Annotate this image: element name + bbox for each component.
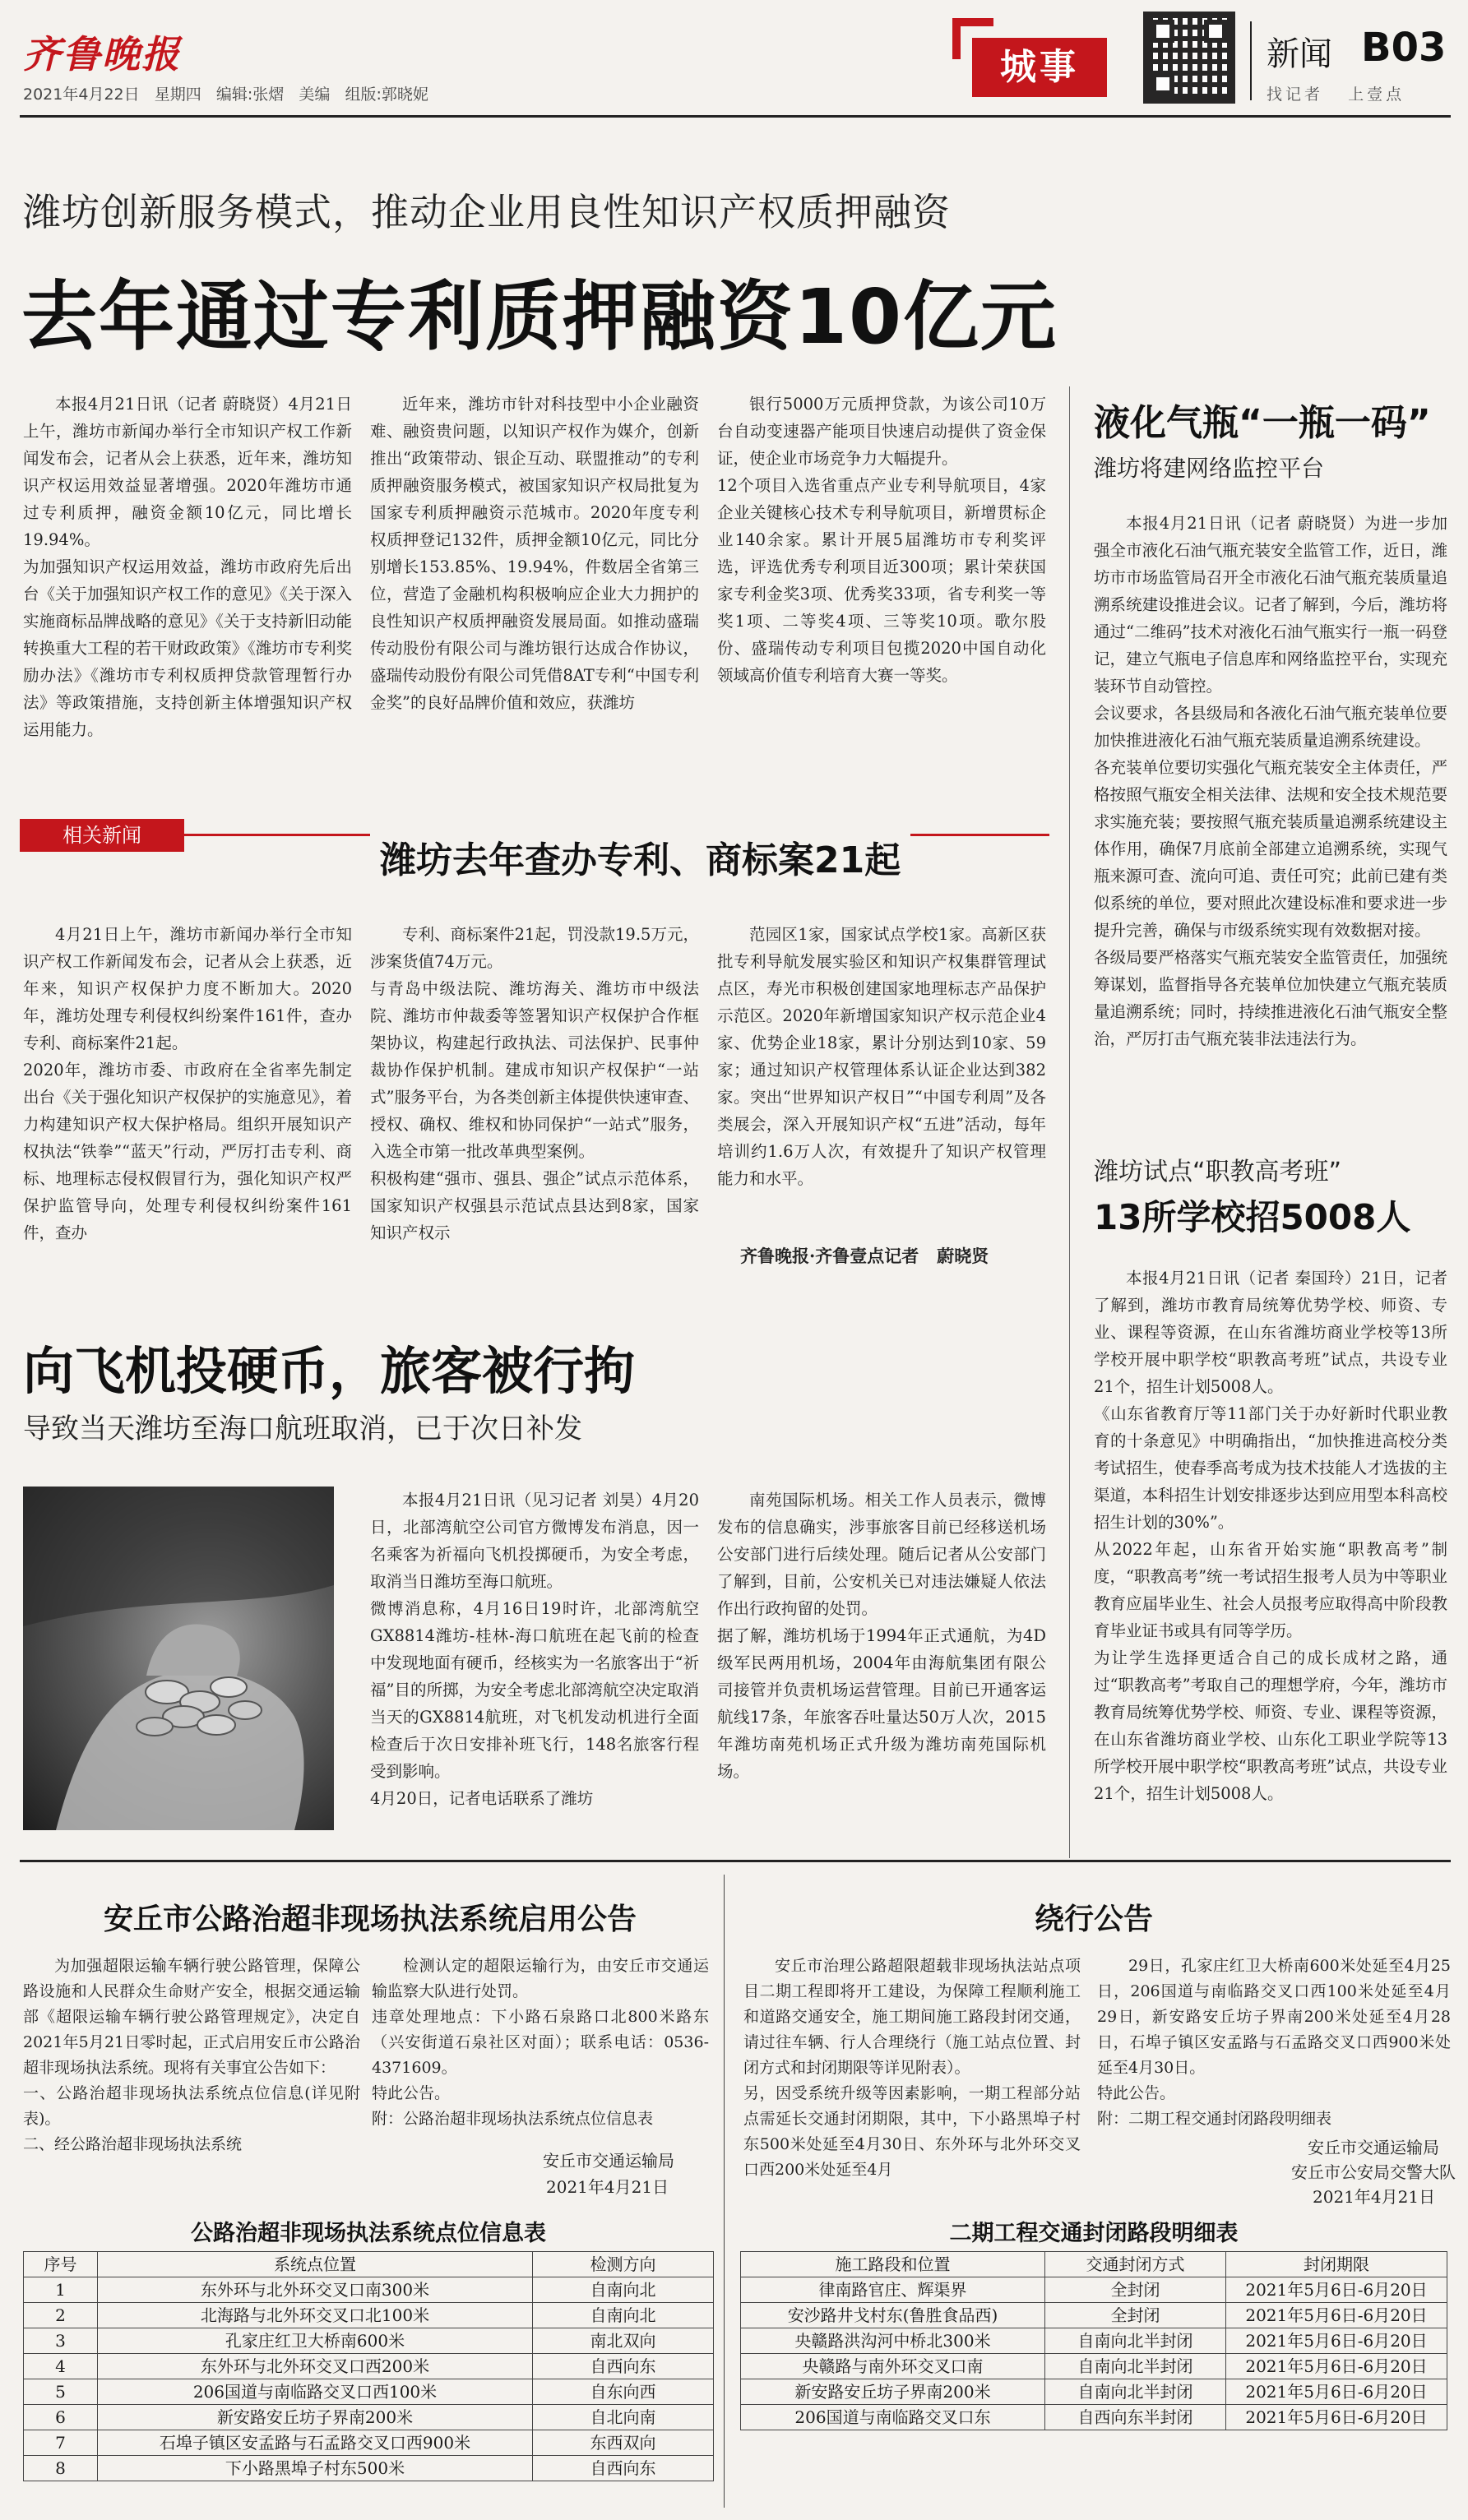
table-cell: 2021年5月6日-6月20日 <box>1226 2405 1447 2430</box>
table-cell: 5 <box>24 2379 98 2405</box>
related-headline: 潍坊去年查办专利、商标案21起 <box>370 830 910 883</box>
table-cell: 全封闭 <box>1045 2277 1226 2303</box>
table-cell: 2 <box>24 2303 98 2328</box>
table-cell: 自南向北半封闭 <box>1045 2328 1226 2354</box>
col-header: 序号 <box>24 2252 98 2277</box>
paper-logo: 齐鲁晚报 <box>23 32 181 76</box>
table-cell: 自南向北 <box>533 2303 714 2328</box>
notice1-table-title: 公路治超非现场执法系统点位信息表 <box>191 2221 546 2246</box>
vocational-body: 本报4月21日讯（记者 秦国玲）21日，记者了解到，潍坊市教育局统筹优势学校、师资、专业、课程等资源，在山东省潍坊商业学校等13所学校开展中职学校“职教高考班”试点，共设专业21个，招生计划5008人。 《山东省教育厅等11部门关于办好新时代职业教育的十条意见》中明确指出，“加快推进高校分类考试招生，使春季高考成为技术技能人才选拔的主渠道，本科招生计划安排逐步达到应用型本科高校招生计划的30%”。 从2022年起，山东省开始实施“职教高考”制度，“职教高考”统一考试招生报考人员为中等职业教育应届毕业生、社会人员报考应取得高中阶段教育毕业证书或具有同等学历。 为让学生选择更适合自己的成长成材之路，通过“职教高考”考取自己的理想学府，今年，潍坊市教育局统筹优势学校、师资、专业、课程等资源，在山东省潍坊商业学校、山东化工职业学院等13所学校开展中职学校“职教高考班”试点，共设专业21个，招生计划5008人。 <box>1094 1269 1447 1803</box>
table-row <box>24 2405 714 2430</box>
table-cell: 2021年5月6日-6月20日 <box>1226 2328 1447 2354</box>
notice1-col-2: 检测认定的超限运输行为，由安丘市交通运输监察大队进行处罚。 违章处理地点：下小路石泉路口北800米路东（兴安街道石泉社区对面）；联系电话：0536-4371609。 特此公告。 附：公路治超非现场执法系统点位信息表 <box>372 1957 709 2128</box>
notice2-sign-org-1: 安丘市交通运输局 <box>1308 2138 1439 2157</box>
section-box <box>952 18 1122 107</box>
table-cell: 北海路与北外环交叉口北100米 <box>98 2303 533 2328</box>
lead-col-2: 近年来，潍坊市针对科技型中小企业融资难、融资贵问题，以知识产权作为媒介，创新推出“政策带动、银企互动、联盟推动”的专利质押融资服务模式，被国家知识产权局批复为国家专利质押融资示范城市。2020年度专利权质押登记132件，质押金额10亿元，同比分别增长153.85%、19.94%，件数居全省第三位，营造了金融机构积极响应企业大力拥护的良性知识产权质押融资发展局面。如推动盛瑞传动股份有限公司与潍坊银行达成合作协议，盛瑞传动股份有限公司凭借8AT专利“中国专利金奖”的良好品牌价值和效应，获潍坊 <box>370 395 699 712</box>
table-cell: 新安路安丘坊子界南200米 <box>98 2405 533 2430</box>
news-label: 新闻 <box>1267 35 1332 73</box>
notice1-headline: 安丘市公路治超非现场执法系统启用公告 <box>103 1903 637 1936</box>
table-row <box>24 2379 714 2405</box>
plane-subhead: 导致当天潍坊至海口航班取消，已于次日补发 <box>23 1413 582 1445</box>
related-label: 相关新闻 <box>20 819 184 852</box>
lead-col-3: 银行5000万元质押贷款，为该公司10万台自动变速器产能项目快速启动提供了资金保证，使企业市场竞争力大幅提升。 12个项目入选省重点产业专利导航项目，4家企业关键核心技术专利导航项目，新增贯标企业140余家。累计开展5届潍坊市专利奖评选，评选优秀专利项目近300项；累计荣获国家专利金奖3项、优秀奖33项，省专利奖一等奖1项、二等奖4项、三等奖10项。歌尔股份、盛瑞传动专利项目包揽2020中国自动化领域高价值专利培育大赛一等奖。 <box>717 395 1046 685</box>
table-row <box>741 2303 1447 2328</box>
qr-code-icon <box>1143 12 1235 104</box>
table-row <box>24 2277 714 2303</box>
lead-col-1: 本报4月21日讯（记者 蔚晓贤）4月21日上午，潍坊市新闻办举行全市知识产权工作新闻发布会，记者从会上获悉，近年来，潍坊知识产权运用效益显著增强。2020年潍坊市通过专利质押，融资金额10亿元，同比增长19.94%。 为加强知识产权运用效益，潍坊市政府先后出台《关于加强知识产权工作的意见》《关于深入实施商标品牌战略的意见》《关于支持新旧动能转换重大工程的若干财政政策》《潍坊市专利奖励办法》《潍坊市专利权质押贷款管理暂行办法》等政策措施，支持创新主体增强知识产权运用能力。 <box>23 395 352 739</box>
table-cell: 自西向东 <box>533 2456 714 2481</box>
section-label: 城事 <box>972 38 1107 97</box>
table-cell: 新安路安丘坊子界南200米 <box>741 2379 1045 2405</box>
table-cell: 央赣路洪沟河中桥北300米 <box>741 2328 1045 2354</box>
gas-headline: 液化气瓶“一瓶一码” <box>1094 402 1431 444</box>
table-cell: 东外环与北外环交叉口南300米 <box>98 2277 533 2303</box>
page-number: B03 <box>1361 25 1447 71</box>
table-cell: 3 <box>24 2328 98 2354</box>
notice1-table-header <box>24 2252 714 2277</box>
table-cell: 孔家庄红卫大桥南600米 <box>98 2328 533 2354</box>
gas-body: 本报4月21日讯（记者 蔚晓贤）为进一步加强全市液化石油气瓶充装安全监管工作，近日，潍坊市市场监管局召开全市液化石油气瓶充装质量追溯系统建设推进会议。记者了解到，今后，潍坊将通过“二维码”技术对液化石油气瓶实行一瓶一码登记，建立气瓶电子信息库和网络监控平台，实现充装环节自动管控。 会议要求，各县级局和各液化石油气瓶充装单位要加快推进液化石油气瓶充装质量追溯系统建设。 各充装单位要切实强化气瓶充装安全主体责任，严格按照气瓶安全相关法律、法规和安全技术规范要求实施充装；要按照气瓶充装质量追溯系统建设主体作用，确保7月底前全部建立追溯系统，实现气瓶来源可查、流向可追、责任可究；此前已建有类似系统的单位，要对照此次建设标准和要求进一步提升完善，确保与市级系统实现有效数据对接。 各级局要严格落实气瓶充装安全监管责任，加强统筹谋划，监督指导各充装单位加快建立气瓶充装质量追溯系统；同时，持续推进液化石油气瓶安全整治，严厉打击气瓶充装非法违法行为。 <box>1094 514 1447 1048</box>
notice2-sign-org-2: 安丘市公安局交警大队 <box>1291 2162 1456 2182</box>
col-header: 施工路段和位置 <box>741 2252 1045 2277</box>
related-col-1: 4月21日上午，潍坊市新闻办举行全市知识产权工作新闻发布会，记者从会上获悉，近年来，知识产权保护力度不断加大。2020年，潍坊处理专利侵权纠纷案件161件，查办专利、商标案件21起。 2020年，潍坊市委、市政府在全省率先制定出台《关于强化知识产权保护的实施意见》，着力构建知识产权大保护格局。组织开展知识产权执法“铁拳”“蓝天”行动，严厉打击专利、商标、地理标志侵权假冒行为，强化知识产权严保护监管导向，处理专利侵权纠纷案件161件，查办 <box>23 925 352 1242</box>
table-row <box>741 2379 1447 2405</box>
table-cell: 安沙路井戈村东(鲁胜食品西) <box>741 2303 1045 2328</box>
vocational-kicker: 潍坊试点“职教高考班” <box>1094 1158 1342 1186</box>
notice1-sign-date: 2021年4月21日 <box>546 2177 669 2197</box>
notice1-sign-org: 安丘市交通运输局 <box>543 2151 674 2171</box>
table-cell: 8 <box>24 2456 98 2481</box>
related-col-2: 专利、商标案件21起，罚没款19.5万元，涉案货值74万元。 与青岛中级法院、潍坊海关、潍坊市中级法院、潍坊市仲裁委等签署知识产权保护合作框架协议，构建起行政执法、司法保护、民事仲裁协作保护机制。建成市知识产权保护“一站式”服务平台，为各类创新主体提供快速审查、授权、确权、维权和协同保护“一站式”服务，入选全市第一批改革典型案例。 积极构建“强市、强县、强企”试点示范体系，国家知识产权强县示范试点县达到8家，国家知识产权示 <box>370 925 699 1242</box>
table-row <box>741 2277 1447 2303</box>
table-cell: 央赣路与南外环交叉口南 <box>741 2354 1045 2379</box>
table-cell: 2021年5月6日-6月20日 <box>1226 2354 1447 2379</box>
table-row <box>741 2405 1447 2430</box>
table-cell: 石埠子镇区安孟路与石孟路交叉口西900米 <box>98 2430 533 2456</box>
table-cell: 东西双向 <box>533 2430 714 2456</box>
notice1-table <box>23 2251 714 2481</box>
table-cell: 7 <box>24 2430 98 2456</box>
table-cell: 自南向北半封闭 <box>1045 2379 1226 2405</box>
table-cell: 律南路官庄、辉渠界 <box>741 2277 1045 2303</box>
plane-col-1: 本报4月21日讯（见习记者 刘昊）4月20日，北部湾航空公司官方微博发布消息，因一名乘客为祈福向飞机投掷硬币，为安全考虑，取消当日潍坊至海口航班。 微博消息称，4月16日19时许，北部湾航空GX8814潍坊-桂林-海口航班在起飞前的检查中发现地面有硬币，经核实为一名旅客出于“祈福”目的所掷，为安全考虑北部湾航空决定取消当天的GX8814航班，对飞机发动机进行全面检查后于次日安排补班飞行，148名旅客行程受到影响。 4月20日，记者电话联系了潍坊 <box>370 1491 699 1808</box>
table-cell: 4 <box>24 2354 98 2379</box>
col-header: 系统点位置 <box>98 2252 533 2277</box>
notice2-table-header <box>741 2252 1447 2277</box>
table-cell: 自南向北半封闭 <box>1045 2354 1226 2379</box>
lead-headline: 去年通过专利质押融资10亿元 <box>21 273 1058 361</box>
table-cell: 2021年5月6日-6月20日 <box>1226 2277 1447 2303</box>
table-cell: 南北双向 <box>533 2328 714 2354</box>
table-cell: 东外环与北外环交叉口西200米 <box>98 2354 533 2379</box>
table-row <box>24 2456 714 2481</box>
notice2-sign-date: 2021年4月21日 <box>1313 2187 1436 2207</box>
table-row <box>24 2303 714 2328</box>
table-cell: 2021年5月6日-6月20日 <box>1226 2303 1447 2328</box>
date-line: 2021年4月22日 星期四 编辑:张熠 美编 组版:郭晓妮 <box>23 86 428 104</box>
col-header: 交通封闭方式 <box>1045 2252 1226 2277</box>
table-cell: 自北向南 <box>533 2405 714 2430</box>
notice1-col-1: 为加强超限运输车辆行驶公路管理，保障公路设施和人民群众生命财产安全，根据交通运输部《超限运输车辆行驶公路管理规定》，决定自2021年5月21日零时起，正式启用安丘市公路治超非现场执法系统。现将有关事宜公告如下： 一、公路治超非现场执法系统点位信息(详见附表)。 二、经公路治超非现场执法系统 <box>23 1957 360 2153</box>
table-cell: 下小路黑埠子村东500米 <box>98 2456 533 2481</box>
vocational-headline: 13所学校招5008人 <box>1094 1197 1411 1237</box>
plane-col-2: 南苑国际机场。相关工作人员表示，微博发布的信息确实，涉事旅客目前已经移送机场公安部门进行后续处理。随后记者从公安部门了解到，目前，公安机关已对违法嫌疑人依法作出行政拘留的处罚。 据了解，潍坊机场于1994年正式通航，为4D级军民两用机场，2004年由海航集团有限公司接管并负责机场运营管理。目前已开通客运航线17条，年旅客吞吐量达50万人次，2015年潍坊南苑机场正式升级为潍坊南苑国际机场。 <box>717 1491 1046 1781</box>
table-cell: 6 <box>24 2405 98 2430</box>
col-header: 检测方向 <box>533 2252 714 2277</box>
masthead <box>0 0 1468 115</box>
table-row <box>741 2328 1447 2354</box>
table-cell: 全封闭 <box>1045 2303 1226 2328</box>
table-cell: 2021年5月6日-6月20日 <box>1226 2379 1447 2405</box>
gas-subhead: 潍坊将建网络监控平台 <box>1094 455 1325 482</box>
table-row <box>24 2328 714 2354</box>
related-col-3: 范园区1家，国家试点学校1家。高新区获批专利导航发展实验区和知识产权集群管理试点区，寿光市积极创建国家地理标志产品保护示范区。2020年新增国家知识产权示范企业4家、优势企业18家，累计分别达到10家、59家；通过知识产权管理体系认证企业达到382家。突出“世界知识产权日”“中国专利周”及各类展会，深入开展知识产权“五进”活动，每年培训约1.6万人次，有效提升了知识产权管理能力和水平。 <box>717 925 1046 1188</box>
lead-kicker: 潍坊创新服务模式，推动企业用良性知识产权质押融资 <box>23 190 951 234</box>
credits: 找记者 上壹点 <box>1267 86 1405 104</box>
table-row <box>24 2354 714 2379</box>
related-byline: 齐鲁晚报·齐鲁壹点记者 蔚晓贤 <box>740 1246 989 1266</box>
table-cell: 自西向东半封闭 <box>1045 2405 1226 2430</box>
table-cell: 自南向北 <box>533 2277 714 2303</box>
notice2-headline: 绕行公告 <box>1034 1903 1153 1936</box>
table-cell: 自东向西 <box>533 2379 714 2405</box>
table-cell: 自西向东 <box>533 2354 714 2379</box>
table-row <box>741 2354 1447 2379</box>
notice2-col-2: 29日，孔家庄红卫大桥南600米处延至4月25日，206国道与南临路交叉口西100米处延至4月29日，新安路安丘坊子界南200米处延至4月28日，石埠子镇区安孟路与石孟路交叉口西900米处延至4月30日。 特此公告。 附：二期工程交通封闭路段明细表 <box>1097 1957 1451 2128</box>
table-cell: 206国道与南临路交叉口西100米 <box>98 2379 533 2405</box>
notice2-table <box>740 2251 1447 2430</box>
notice2-table-title: 二期工程交通封闭路段明细表 <box>949 2221 1239 2246</box>
notice2-col-1: 安丘市治理公路超限超载非现场执法站点项目二期工程即将开工建设，为保障工程顺利施工和道路交通安全，施工期间施工路段封闭交通，请过往车辆、行人合理绕行（施工站点位置、封闭方式和封闭期限等详见附表）。 另，因受系统升级等因素影响，一期工程部分站点需延长交通封闭期限，其中，下小路黑埠子村东500米处延至4月30日、东外环与北外环交叉口西200米处延至4月 <box>743 1957 1081 2179</box>
col-header: 封闭期限 <box>1226 2252 1447 2277</box>
table-row <box>24 2430 714 2456</box>
coins-in-hand-photo <box>23 1487 334 1830</box>
plane-headline: 向飞机投硬币，旅客被行拘 <box>23 1341 636 1401</box>
table-cell: 1 <box>24 2277 98 2303</box>
table-cell: 206国道与南临路交叉口东 <box>741 2405 1045 2430</box>
